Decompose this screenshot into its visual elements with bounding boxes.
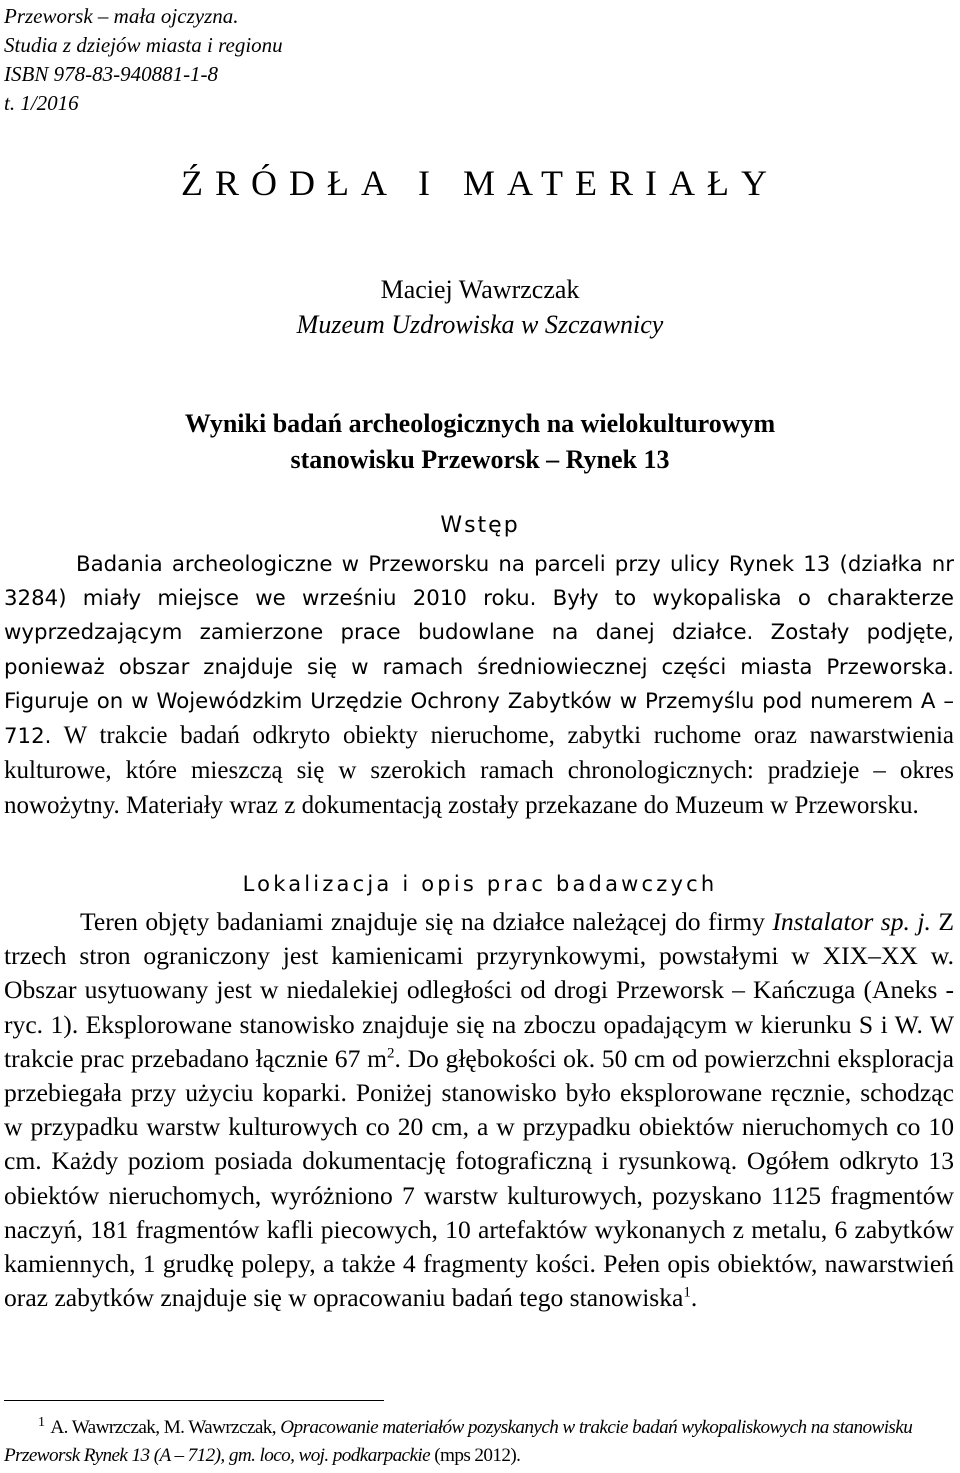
footnote-number: 1 — [38, 1414, 45, 1430]
author-name: Maciej Wawrzczak — [380, 275, 580, 304]
location-text-b: Z trzech stron ograniczony jest kamienicami przyrynkowymi, powstałymi w XIX–XX w. Obszar usytuowany jest w niedalekiej odległości od drogi Przeworsk – Kańczuga (Aneks - ryc. 1). Eksplorowane stanowisko znajduje się na zboczu opadającym w kierunku S i W. W trakcie prac przebadano łącznie 67 m — [4, 907, 954, 1073]
location-text-a: Teren objęty badaniami znajduje się na działce należącej do firmy — [80, 907, 773, 936]
footnote-reference[interactable]: 1 — [683, 1284, 691, 1301]
footnote-tail: (mps 2012). — [430, 1445, 521, 1466]
header-isbn: ISBN 978-83-940881-1-8 — [4, 62, 219, 86]
intro-heading: Wstęp — [440, 513, 520, 538]
header-series-title: Przeworsk – mała ojczyzna. — [4, 4, 239, 28]
article-title — [0, 406, 960, 478]
footnote-divider — [4, 1400, 384, 1401]
header-volume: t. 1/2016 — [4, 91, 79, 115]
footnote-authors: A. Wawrzczak, M. Wawrzczak, — [50, 1417, 281, 1438]
location-paragraph — [4, 905, 954, 1315]
section-title: ŹRÓDŁA I MATERIAŁY — [181, 163, 779, 203]
intro-paragraph — [4, 548, 954, 825]
intro-text-c: Materiały wraz z dokumentacją zostały przekazane do Muzeum w Przeworsku. — [119, 792, 919, 820]
location-text-c: . Do głębokości ok. 50 cm od powierzchni eksploracja przebiegała przy użyciu koparki. Poniżej stanowisko było eksplorowane ręcznie, schodząc w przypadku warstw kulturowych co 20 cm, a w przypadku obiektów nieruchomych co 10 cm. Każdy poziom posiada dokumentację fotograficzną i rysunkową. Ogółem odkryto 13 obiektów nieruchomych, wyróżniono 7 warstw kulturowych, pozyskano 1125 fragmentów naczyń, 181 fragmentów kafli piecowych, 10 artefaktów wykonanych z metalu, 6 zabytków kamiennych, 1 grudkę polepy, a także 4 fragmenty kości. Pełen opis obiektów, nawarstwień oraz zabytków znajduje się w opracowaniu badań tego stanowiska — [4, 1043, 954, 1313]
intro-text-a: Badania archeologiczne w Przeworsku na parceli przy ulicy Rynek 13 (działka nr 3284) miały miejsce we wrześniu 2010 roku. Były to wykopaliska o charakterze wyprzedzającym zamierzone prace budowlane na danej działce. Zostały podjęte, ponieważ obszar znajduje się w ramach średniowiecznej części miasta Przeworska. Figuruje on w Wojewódzkim Urzędzie Ochrony Zabytków w Przemyślu pod numerem A – 712. — [4, 552, 954, 750]
author-affiliation: Muzeum Uzdrowiska w Szczawnicy — [296, 310, 664, 339]
location-heading: Lokalizacja i opis prac badawczych — [242, 872, 718, 896]
footnote-title: Opracowanie materiałów pozyskanych w trakcie badań wykopaliskowych na stanowisku Przeworsk Rynek 13 (A – 712), gm. loco, woj. podkarpackie — [4, 1417, 913, 1466]
footnote — [4, 1414, 956, 1470]
area-superscript: 2 — [386, 1045, 395, 1062]
company-name: Instalator sp. j. — [772, 907, 931, 936]
location-text-d: . — [690, 1283, 698, 1313]
publication-header — [4, 2, 283, 118]
article-title-line-1: Wyniki badań archeologicznych na wielokulturowym — [184, 409, 776, 438]
article-title-line-2: stanowisku Przeworsk – Rynek 13 — [290, 445, 670, 474]
header-subtitle: Studia z dziejów miasta i regionu — [4, 33, 283, 57]
intro-text-b: W trakcie badań odkryto obiekty nieruchome, zabytki ruchome oraz nawarstwienia kulturowe, które mieszczą się w szerokich ramach chronologicznych: pradzieje – okres nowożytny. — [4, 722, 954, 820]
